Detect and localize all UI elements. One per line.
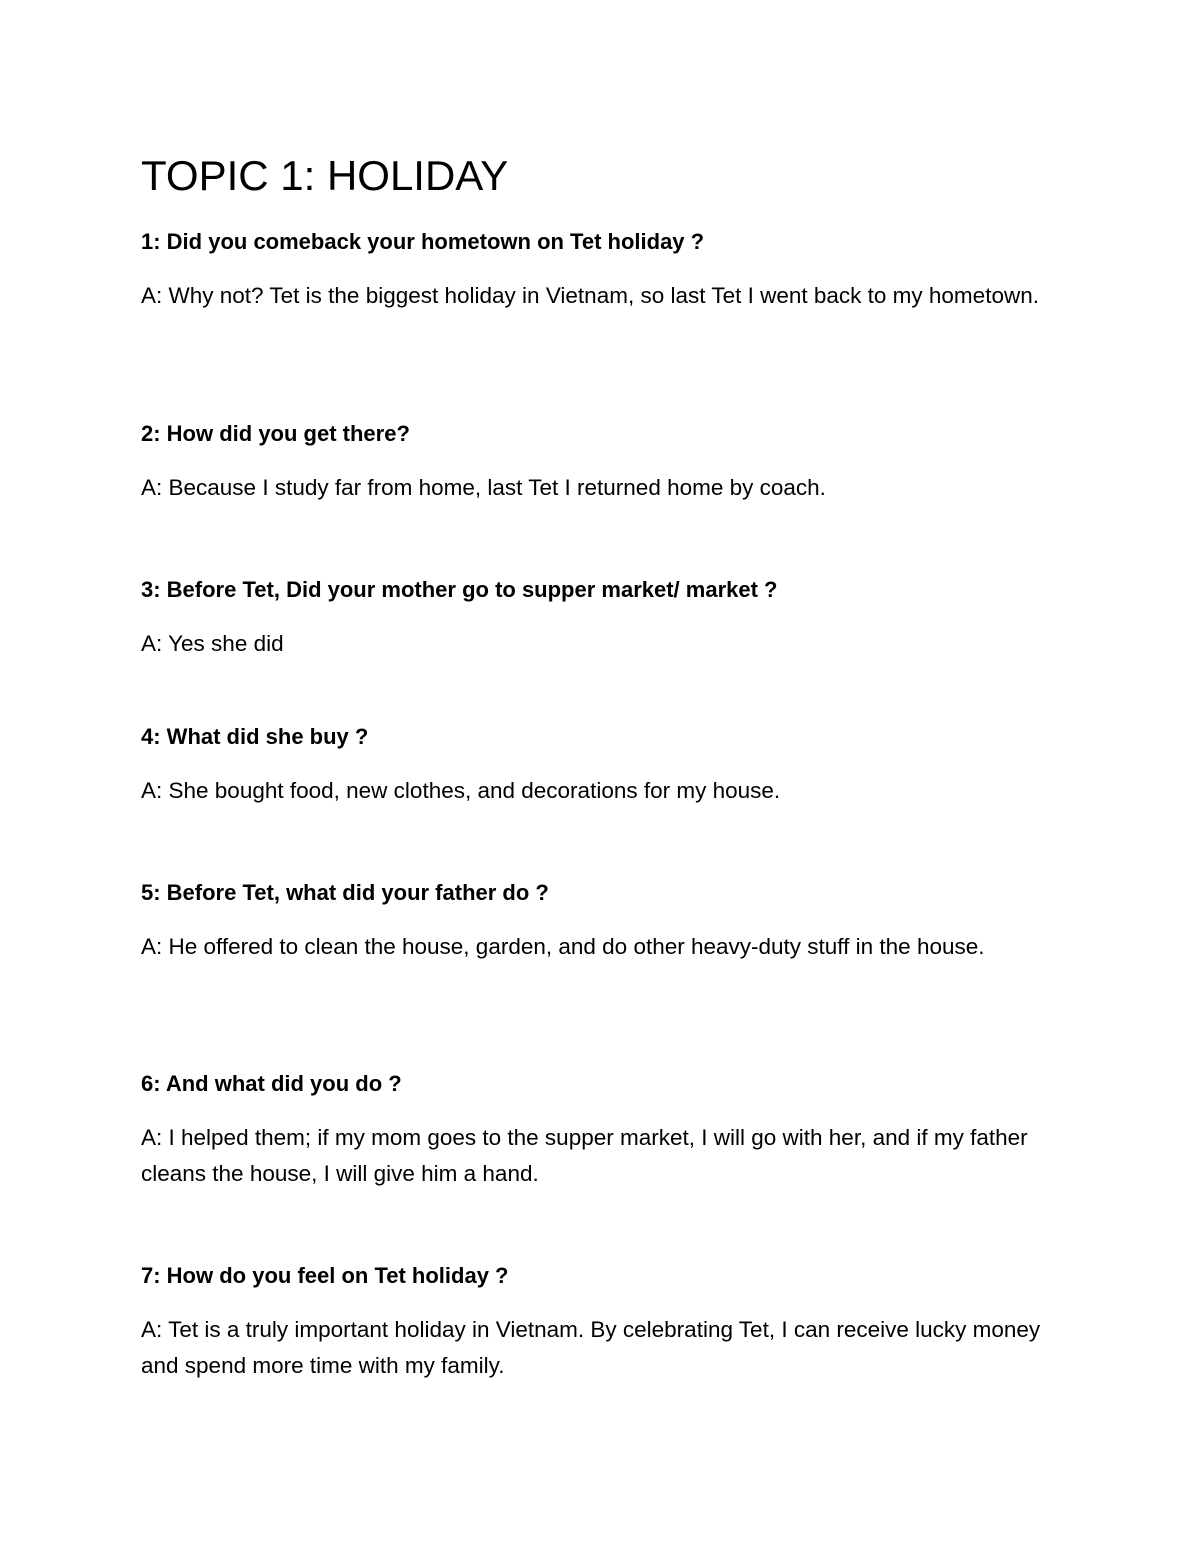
qa-item-6 [141, 1070, 1041, 1192]
answer-3: A: Yes she did [141, 631, 284, 656]
question-7: 7: How do you feel on Tet holiday ? [141, 1263, 509, 1288]
answer-2: A: Because I study far from home, last Tet I returned home by coach. [141, 475, 826, 500]
qa-item-5 [141, 879, 1041, 965]
qa-item-7 [141, 1262, 1041, 1384]
answer-5: A: He offered to clean the house, garden, and do other heavy-duty stuff in the house. [141, 934, 985, 959]
qa-item-4 [141, 723, 1041, 809]
answer-1: A: Why not? Tet is the biggest holiday in Vietnam, so last Tet I went back to my hometown. [141, 283, 1039, 308]
qa-item-3 [141, 576, 1041, 662]
question-4: 4: What did she buy ? [141, 724, 369, 749]
answer-6: A: I helped them; if my mom goes to the supper market, I will go with her, and if my father cleans the house, I will give him a hand. [141, 1125, 1028, 1186]
question-5: 5: Before Tet, what did your father do ? [141, 880, 549, 905]
question-2: 2: How did you get there? [141, 421, 410, 446]
question-6: 6: And what did you do ? [141, 1071, 402, 1096]
question-3: 3: Before Tet, Did your mother go to supper market/ market ? [141, 577, 778, 602]
answer-4: A: She bought food, new clothes, and decorations for my house. [141, 778, 781, 803]
qa-item-2 [141, 420, 1041, 506]
question-1: 1: Did you comeback your hometown on Tet holiday ? [141, 229, 705, 254]
answer-7: A: Tet is a truly important holiday in Vietnam. By celebrating Tet, I can receive lucky money and spend more time with my family. [141, 1317, 1041, 1378]
page-title: TOPIC 1: HOLIDAY [141, 152, 509, 199]
qa-item-1 [141, 228, 1041, 314]
